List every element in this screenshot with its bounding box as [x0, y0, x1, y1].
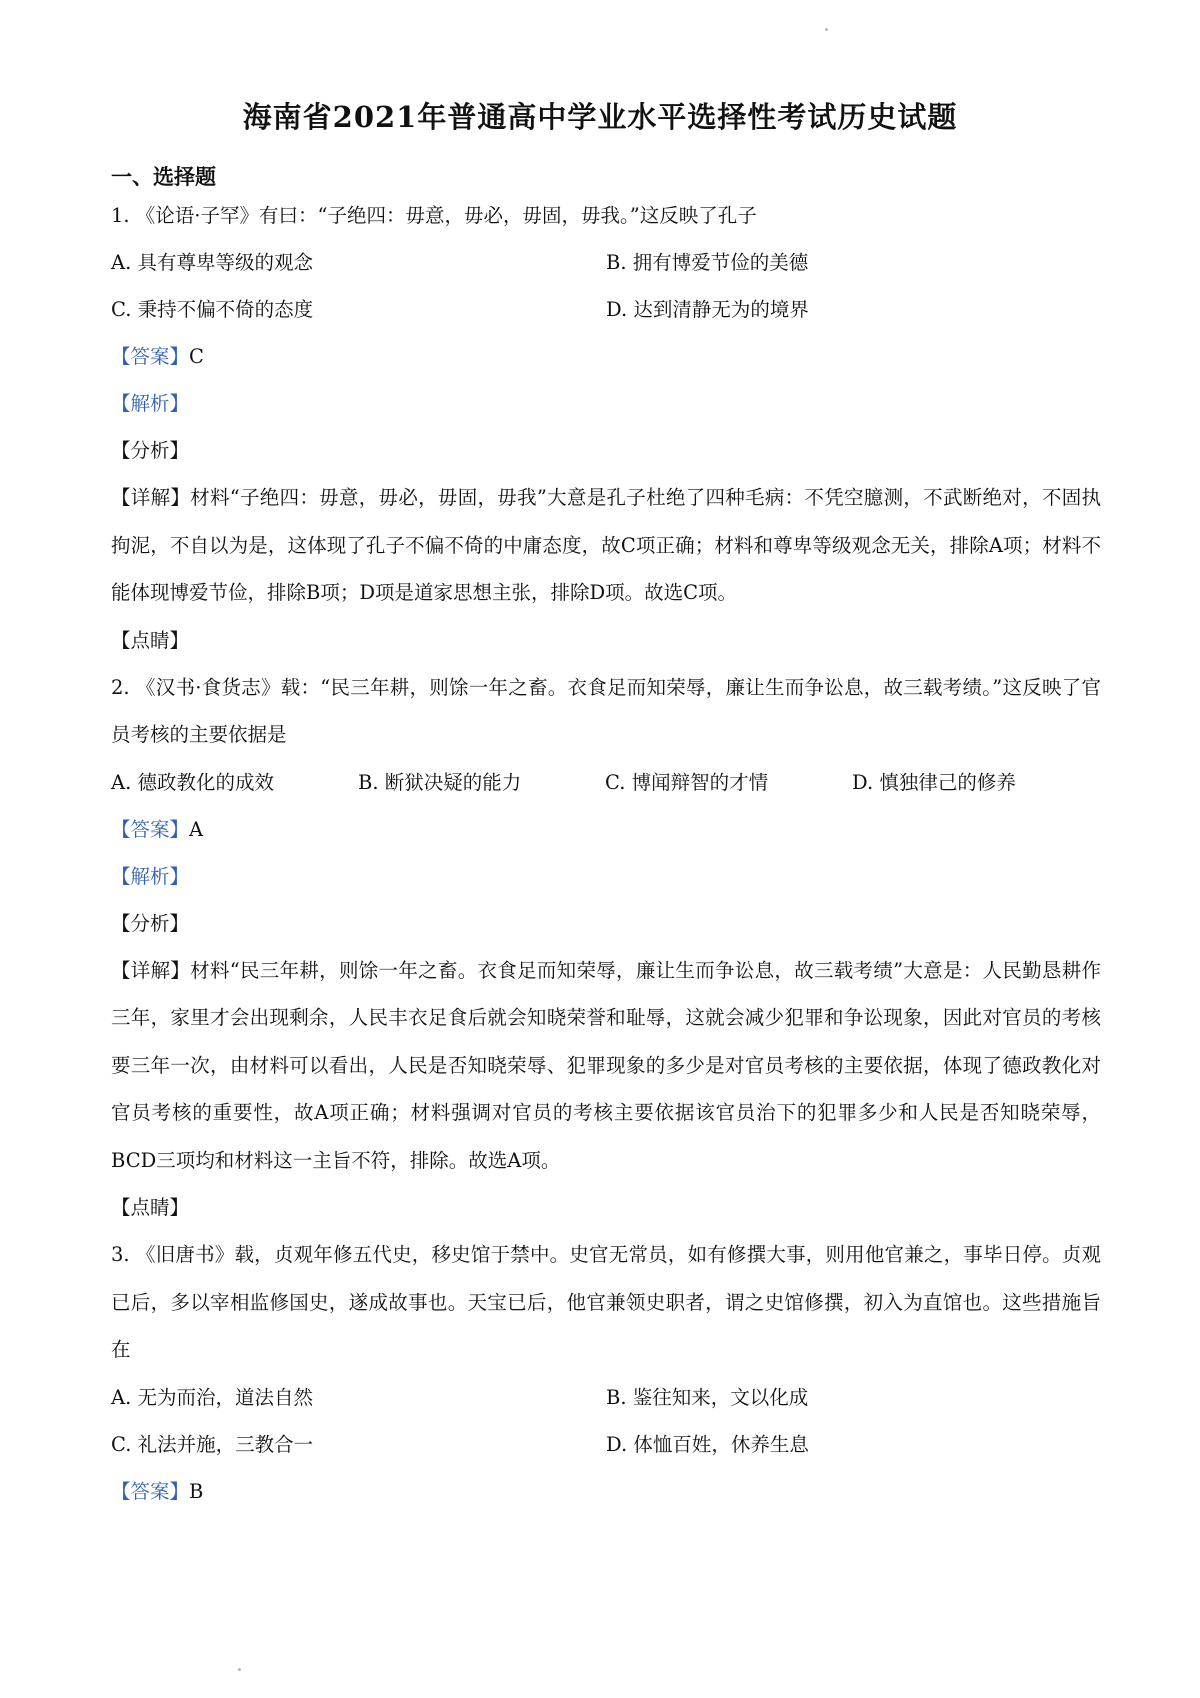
detail-text: 材料“民三年耕，则馀一年之畜。衣食足而知荣辱，廉让生而争讼息，故三载考绩”大意是：人民勤恳耕作三年，家里才会出现剩余，人民丰衣足食后就会知晓荣誉和耻辱，这就会减少犯罪和争讼现象，因此对官员的考核要三年一次，由材料可以看出，人民是否知晓荣辱、犯罪现象的多少是对官员考核的主要依据，体现了德政教化对官员考核的重要性，故A项正确；材料强调对官员的考核主要依据该官员治下的犯罪多少和人民是否知晓荣辱，BCD三项均和材料这一主旨不符，排除。故选A项。 — [111, 958, 1101, 1172]
answer-label: 【答案】 — [111, 1479, 190, 1503]
option-a: A. 无为而治，道法自然 — [111, 1385, 313, 1409]
option-c: C. 秉持不偏不倚的态度 — [111, 298, 314, 321]
fenxi-label: 【分析】 — [111, 911, 190, 935]
options-row — [111, 239, 1101, 286]
detail-paragraph — [111, 947, 1101, 1185]
answer-value: B — [189, 1479, 204, 1503]
option-d: D. 达到清静无为的境界 — [606, 298, 809, 321]
question-content — [111, 192, 1101, 1515]
option-b: B. 拥有博爱节俭的美德 — [606, 251, 809, 274]
options-row — [111, 759, 1101, 806]
option-b: B. 鉴往知来，文以化成 — [606, 1385, 809, 1409]
question-stem: 1. 《论语·子罕》有曰：“子绝四：毋意，毋必，毋固，毋我。”这反映了孔子 — [111, 204, 757, 227]
detail-label: 【详解】 — [111, 958, 191, 982]
answer-value: C — [189, 345, 204, 368]
option-d: D. 慎独律己的修养 — [852, 770, 1016, 794]
detail-text: 材料“子绝四：毋意，毋必，毋固，毋我”大意是孔子杜绝了四种毛病：不凭空臆测，不武断绝对，不固执拘泥，不自以为是，这体现了孔子不偏不倚的中庸态度，故C项正确；材料和尊卑等级观念无关，排除A项；材料不能体现博爱节俭，排除B项；D项是道家思想主张，排除D项。故选C项。 — [111, 486, 1101, 604]
answer-label: 【答案】 — [111, 817, 190, 841]
answer-line — [111, 1468, 1101, 1515]
options-row — [111, 1374, 1101, 1421]
answer-line — [111, 806, 1101, 853]
analysis-label: 【解析】 — [111, 392, 190, 415]
options-row — [111, 286, 1101, 333]
option-c: C. 礼法并施，三教合一 — [111, 1432, 314, 1456]
scan-speck — [238, 1668, 241, 1671]
question-stem: 2. 《汉书·食货志》载：“民三年耕，则馀一年之畜。衣食足而知荣辱，廉让生而争讼息，故三载考绩。”这反映了官员考核的主要依据是 — [111, 675, 1101, 746]
question-stem: 3. 《旧唐书》载，贞观年修五代史，移史馆于禁中。史官无常员，如有修撰大事，则用他官兼之，事毕日停。贞观已后，多以宰相监修国史，遂成故事也。天宝已后，他官兼领史职者，谓之史馆修撰，初入为直馆也。这些措施旨在 — [111, 1243, 1101, 1361]
answer-line — [111, 333, 1101, 380]
option-d: D. 体恤百姓，休养生息 — [606, 1432, 809, 1456]
option-a: A. 具有尊卑等级的观念 — [111, 251, 313, 274]
options-row — [111, 1421, 1101, 1468]
scan-speck — [825, 28, 828, 31]
option-c: C. 博闻辩智的才情 — [605, 770, 769, 794]
answer-label: 【答案】 — [111, 345, 190, 368]
section-heading: 一、选择题 — [111, 164, 216, 189]
detail-label: 【详解】 — [111, 486, 191, 509]
page-title: 海南省2021年普通高中学业水平选择性考试历史试题 — [242, 100, 958, 134]
dianjing-label: 【点睛】 — [111, 1196, 190, 1219]
detail-paragraph — [111, 474, 1101, 617]
answer-value: A — [189, 817, 204, 841]
option-a: A. 德政教化的成效 — [111, 770, 274, 794]
option-b: B. 断狱决疑的能力 — [358, 770, 522, 794]
fenxi-label: 【分析】 — [111, 439, 190, 462]
dianjing-label: 【点睛】 — [111, 628, 190, 652]
analysis-label: 【解析】 — [111, 864, 190, 888]
